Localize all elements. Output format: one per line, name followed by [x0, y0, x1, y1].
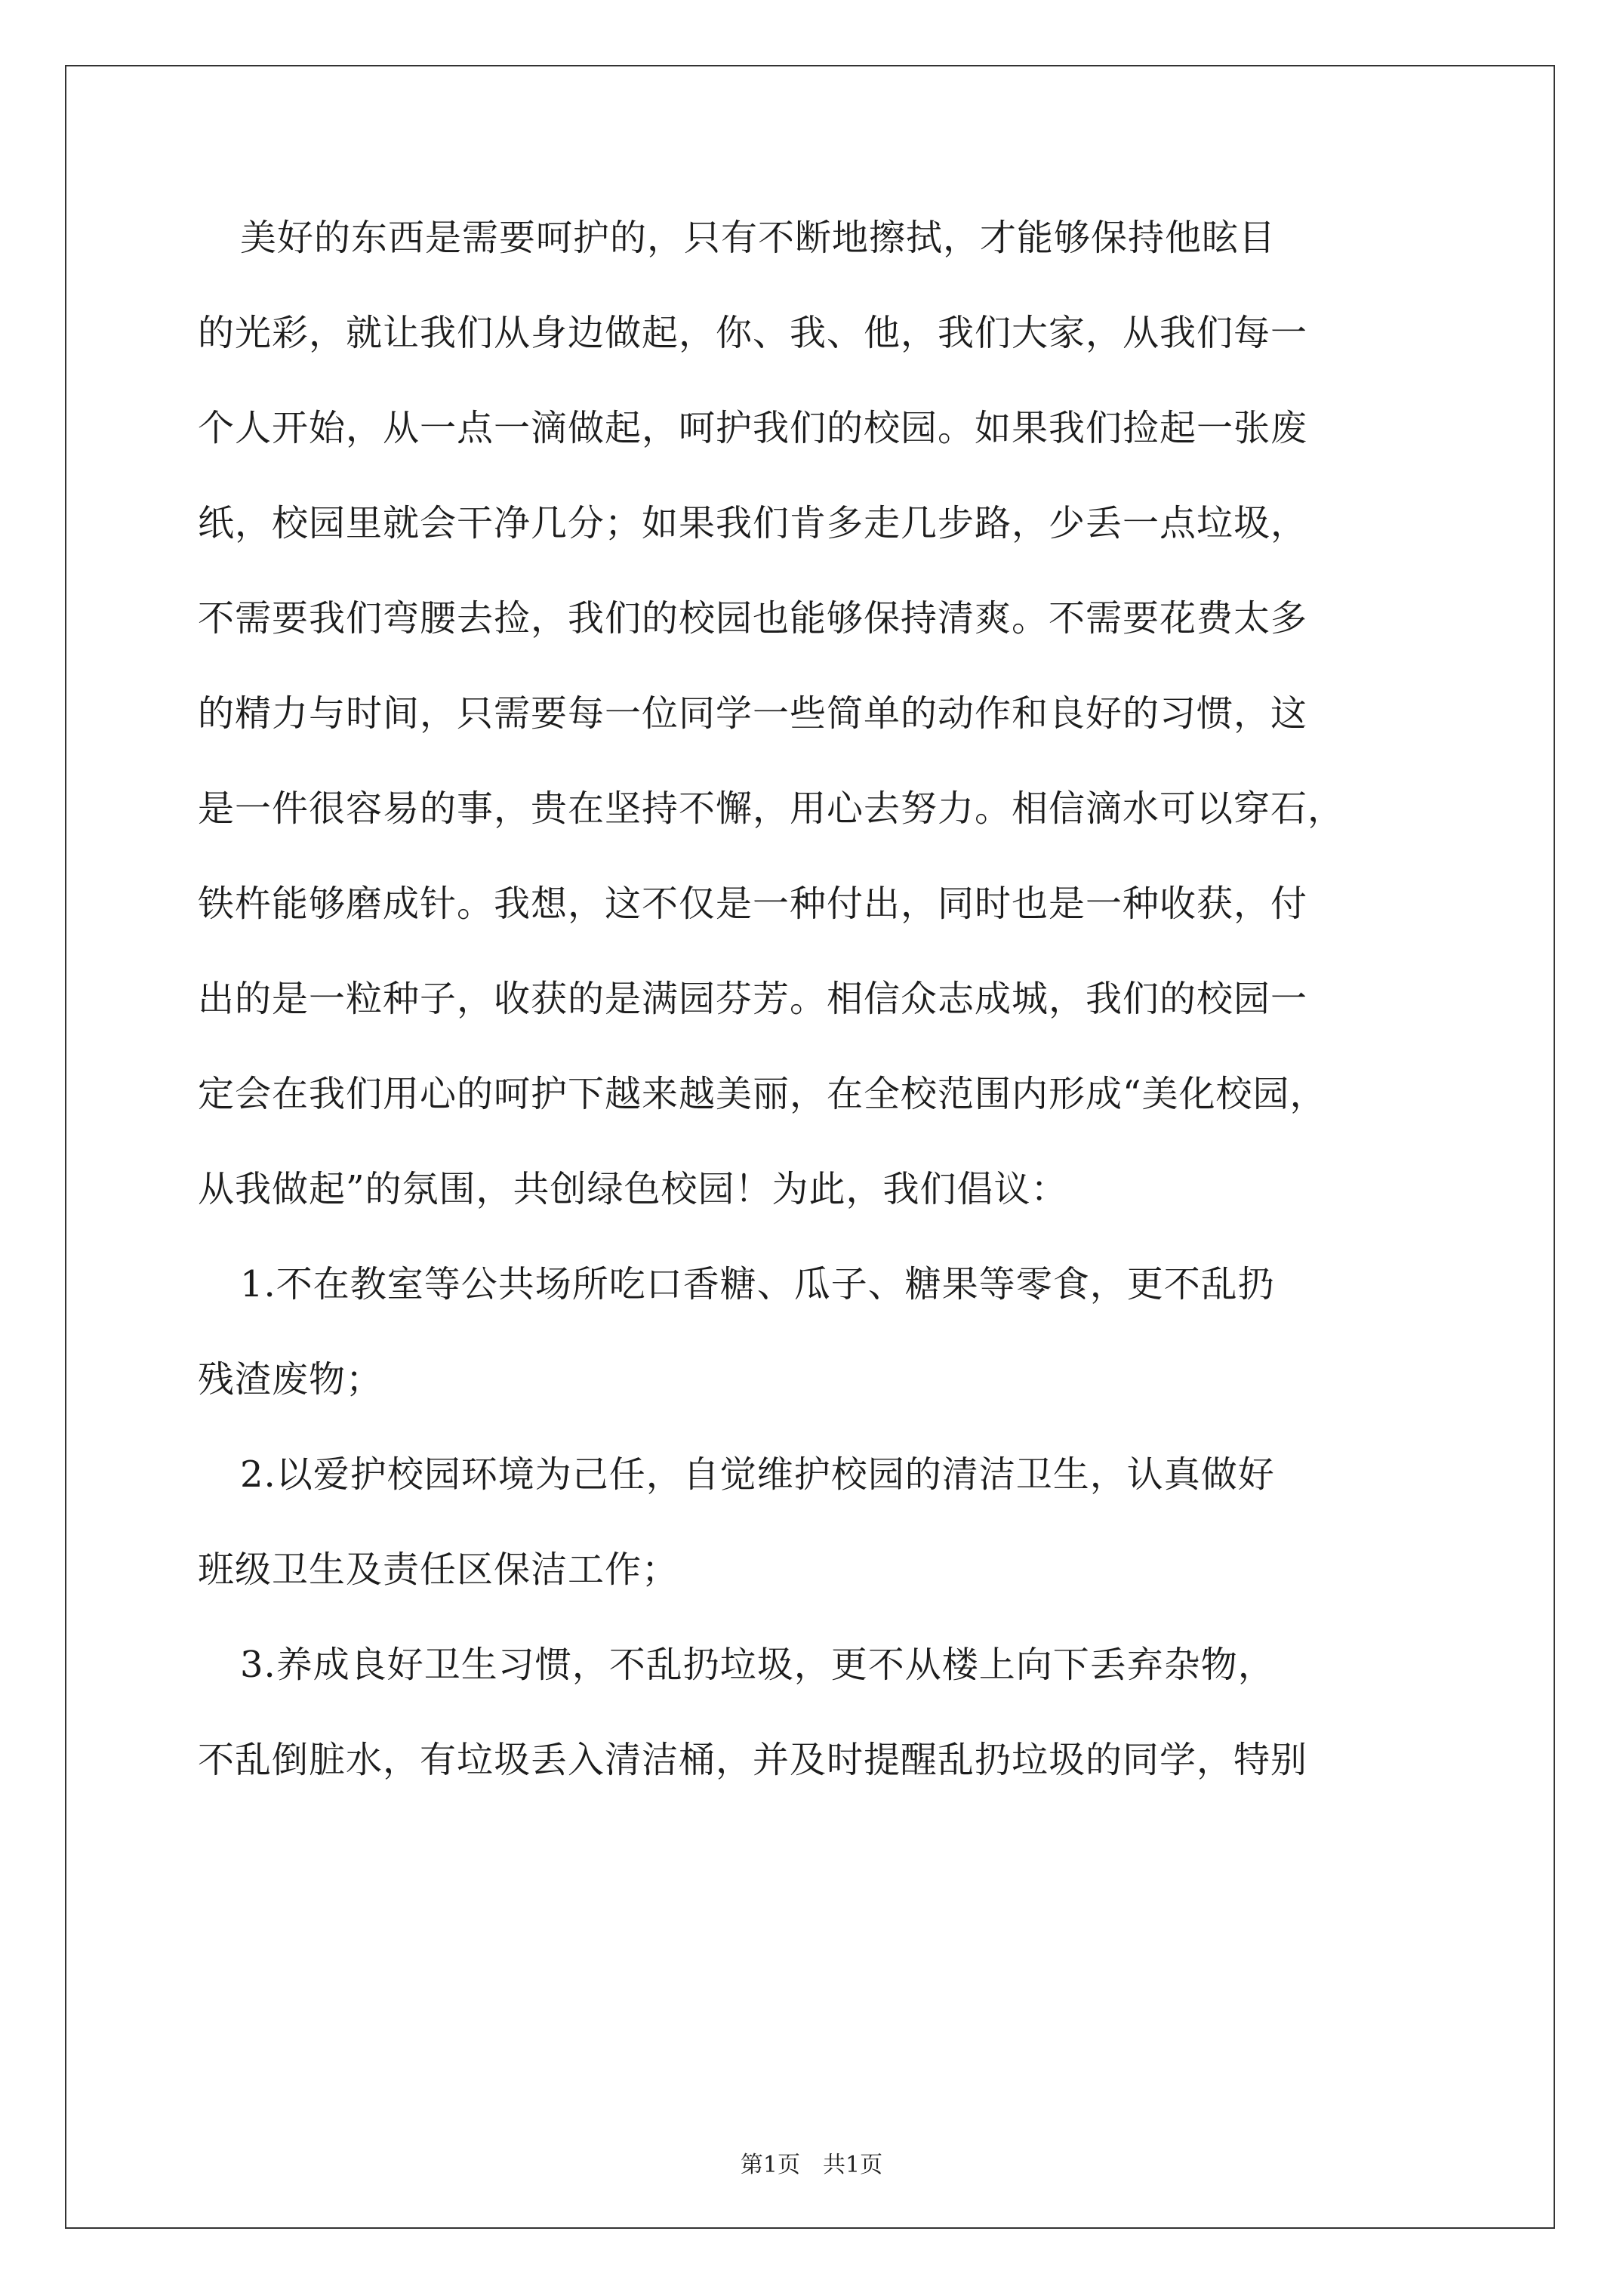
- text-line: 个人开始，从一点一滴做起，呵护我们的校园。如果我们捡起一张废: [198, 407, 1308, 449]
- text-line: 是一件很容易的事，贵在坚持不懈，用心去努力。相信滴水可以穿石，: [198, 787, 1345, 830]
- text-line: 纸，校园里就会干净几分；如果我们肯多走几步路，少丢一点垃圾，: [198, 502, 1308, 544]
- text-line: 3.养成良好卫生习惯，不乱扔垃圾，更不从楼上向下丢弃杂物，: [240, 1644, 1275, 1686]
- document-body: [198, 219, 1436, 1836]
- text-line: 2.以爱护校园环境为己任，自觉维护校园的清洁卫生，认真做好: [240, 1453, 1275, 1496]
- text-line: 的光彩，就让我们从身边做起，你、我、他，我们大家，从我们每一: [198, 312, 1308, 354]
- text-line: 1.不在教室等公共场所吃口香糖、瓜子、糖果等零食，更不乱扔: [240, 1263, 1275, 1305]
- text-line: 的精力与时间，只需要每一位同学一些简单的动作和良好的习惯，这: [198, 692, 1308, 735]
- text-line: 不乱倒脏水，有垃圾丢入清洁桶，并及时提醒乱扔垃圾的同学，特别: [198, 1739, 1308, 1781]
- text-line: 班级卫生及责任区保洁工作；: [198, 1549, 679, 1591]
- text-line: 定会在我们用心的呵护下越来越美丽，在全校范围内形成“美化校园，: [198, 1073, 1327, 1115]
- text-line: 出的是一粒种子，收获的是满园芬芳。相信众志成城，我们的校园一: [198, 978, 1308, 1020]
- text-line: 铁杵能够磨成针。我想，这不仅是一种付出，同时也是一种收获，付: [198, 883, 1308, 925]
- page-footer: 第1页 共1页: [740, 2152, 883, 2178]
- text-line: 美好的东西是需要呵护的，只有不断地擦拭，才能够保持他眩目: [240, 217, 1277, 259]
- text-line: 不需要我们弯腰去捡，我们的校园也能够保持清爽。不需要花费太多: [198, 597, 1308, 639]
- text-line: 从我做起”的氛围，共创绿色校园！为此，我们倡议：: [198, 1168, 1068, 1210]
- text-line: 残渣废物；: [198, 1358, 383, 1401]
